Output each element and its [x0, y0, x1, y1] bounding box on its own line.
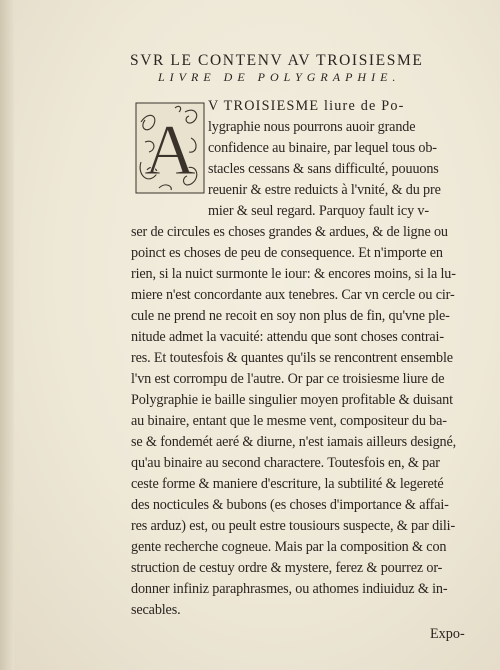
- initial-letter-glyph: A: [144, 110, 196, 190]
- body-line: reuenir & estre reduicts à l'vnité, & du pre: [208, 182, 441, 198]
- body-line: des nocticules & bubons (es choses d'importance & affai-: [131, 497, 449, 513]
- body-line: Polygraphie ie baille singulier moyen profitable & duisant: [131, 392, 453, 408]
- body-line: gente recherche cogneue. Mais par la composition & con: [131, 539, 447, 555]
- body-line: au binaire, entant que le mesme vent, compositeur du ba-: [131, 413, 447, 429]
- body-line: lygraphie nous pourrons auoir grande: [208, 119, 416, 135]
- body-line: l'vn est corrompu de l'autre. Or par ce troisiesme liure de: [131, 371, 445, 387]
- body-line: rien, si la nuict surmonte le iour: & encores moins, si la lu-: [131, 266, 456, 282]
- body-line: ceste forme & maniere d'escriture, la subtilité & legereté: [131, 476, 444, 492]
- body-line: secables.: [131, 602, 181, 618]
- body-line: cule ne prend ne recoit en soy non plus de fin, qu'vne ple-: [131, 308, 450, 324]
- page-subheading: LIVRE DE POLYGRAPHIE.: [158, 70, 401, 84]
- body-line: miere n'est concordante aux tenebres. Car vn cercle ou cir-: [131, 287, 455, 303]
- body-line: mier & seul regard. Parquoy fault icy v-: [208, 203, 429, 219]
- body-line: se & fondemét aeré & diurne, n'est iamais ailleurs designé,: [131, 434, 457, 450]
- body-line: res. Et toutesfois & quantes qu'ils se rencontrent ensemble: [131, 350, 453, 366]
- body-line: qu'au binaire au second charactere. Toutesfois en, & par: [131, 455, 440, 471]
- body-line: ser de circules es choses grandes & ardues, & de ligne ou: [131, 224, 448, 240]
- body-line: res arduz) est, ou peult estre tousiours suspecte, & par dili-: [131, 518, 456, 534]
- binding-gutter: [0, 0, 14, 670]
- body-line: struction de cestuy ordre & mystere, ferez & pourrez or-: [131, 560, 443, 576]
- body-line: stacles cessans & sans difficulté, pouuons: [208, 161, 439, 177]
- body-line: confidence au binaire, par lequel tous ob-: [208, 140, 437, 156]
- decorated-initial-letter: [135, 102, 205, 194]
- body-line: donner infiniz paraphrasmes, ou athomes indiuiduz & in-: [131, 581, 448, 597]
- page-heading: SVR LE CONTENV AV TROISIESME: [130, 52, 424, 69]
- body-line: poinct es choses de peu de consequence. Et n'importe en: [131, 245, 443, 261]
- catchword: Expo-: [430, 626, 465, 642]
- body-line: nitude admet la vacuité: attendu que sont choses contrai-: [131, 329, 444, 345]
- body-line: V TROISIESME liure de Po-: [208, 98, 405, 114]
